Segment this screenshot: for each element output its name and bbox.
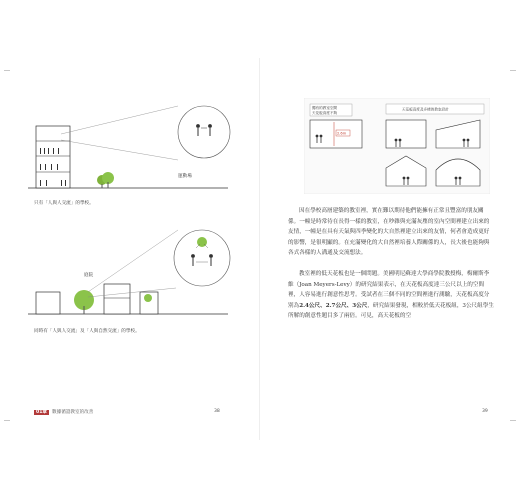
crop-mark — [510, 420, 516, 421]
playground-label: 運動場 — [178, 174, 192, 179]
crop-mark — [4, 420, 10, 421]
left-header-line1: 獨有的教室空間 — [312, 106, 338, 110]
left-footer — [34, 409, 93, 415]
figure1-caption: 只有「人與人交流」的學校。 — [34, 201, 94, 206]
paragraph-2-after: ，研究結果發現，相較於低天花板組，3公尺組學生所解的創意性題目多了兩倍。可見，高天花板的空 — [288, 302, 494, 320]
figure2-caption: 同時有「人與人交流」及「人與自然交流」的學校。 — [34, 329, 140, 334]
crop-mark — [510, 70, 516, 71]
page-gutter — [259, 58, 260, 440]
figure-people-only — [28, 96, 234, 196]
paragraph-1: 因在學校高層建築的教室裡，實在難以期待他們能擁有正常且豐富的朋友關係。一幢是時常待在長得一樣的教室，在吵雜與充滿灰塵的室內空間裡建立出來的友情，一幢是在具有天氣與四季變化的大自然裡建立出來的友情，何者會造成更好的影響，是很明顯的。在充滿變化的大自然裡培養人際關係的人，長大後也能夠與各式各樣的人溝通及交流想法。 — [288, 208, 490, 257]
right-header: 天花板高度及多樣的教室設計 — [402, 107, 449, 112]
left-header-line2: 天花板高度不夠 — [312, 111, 338, 115]
chapter-tag: 01章 — [36, 410, 47, 415]
figure-ceiling-comparison — [304, 98, 490, 194]
courtyard-label: 庭院 — [84, 273, 94, 278]
left-page-number: 38 — [214, 409, 220, 414]
right-page-number: 39 — [482, 409, 488, 414]
figure-people-and-nature — [28, 222, 234, 322]
right-body-text — [288, 206, 494, 322]
paragraph-2-before: 教室裡的低天花板也是一個問題。美國明尼蘇達大學商學院教授梅，梅爾斯李維（Joan Meyers-Levy）的研究結果表示，在天花板高度達三公尺以上的空間裡，人容易進行創意性思考。受試者在三個不同的空間裡進行測驗，天花板高度分別為 — [288, 270, 490, 309]
paragraph-2-values: 2.4公尺、2.7公尺、3公尺 — [299, 302, 368, 309]
height-label: 2.6m — [337, 131, 347, 136]
crop-mark — [4, 70, 10, 71]
paragraph-2 — [288, 269, 494, 322]
chapter-title: 數據循證教室的改善 — [52, 410, 94, 415]
